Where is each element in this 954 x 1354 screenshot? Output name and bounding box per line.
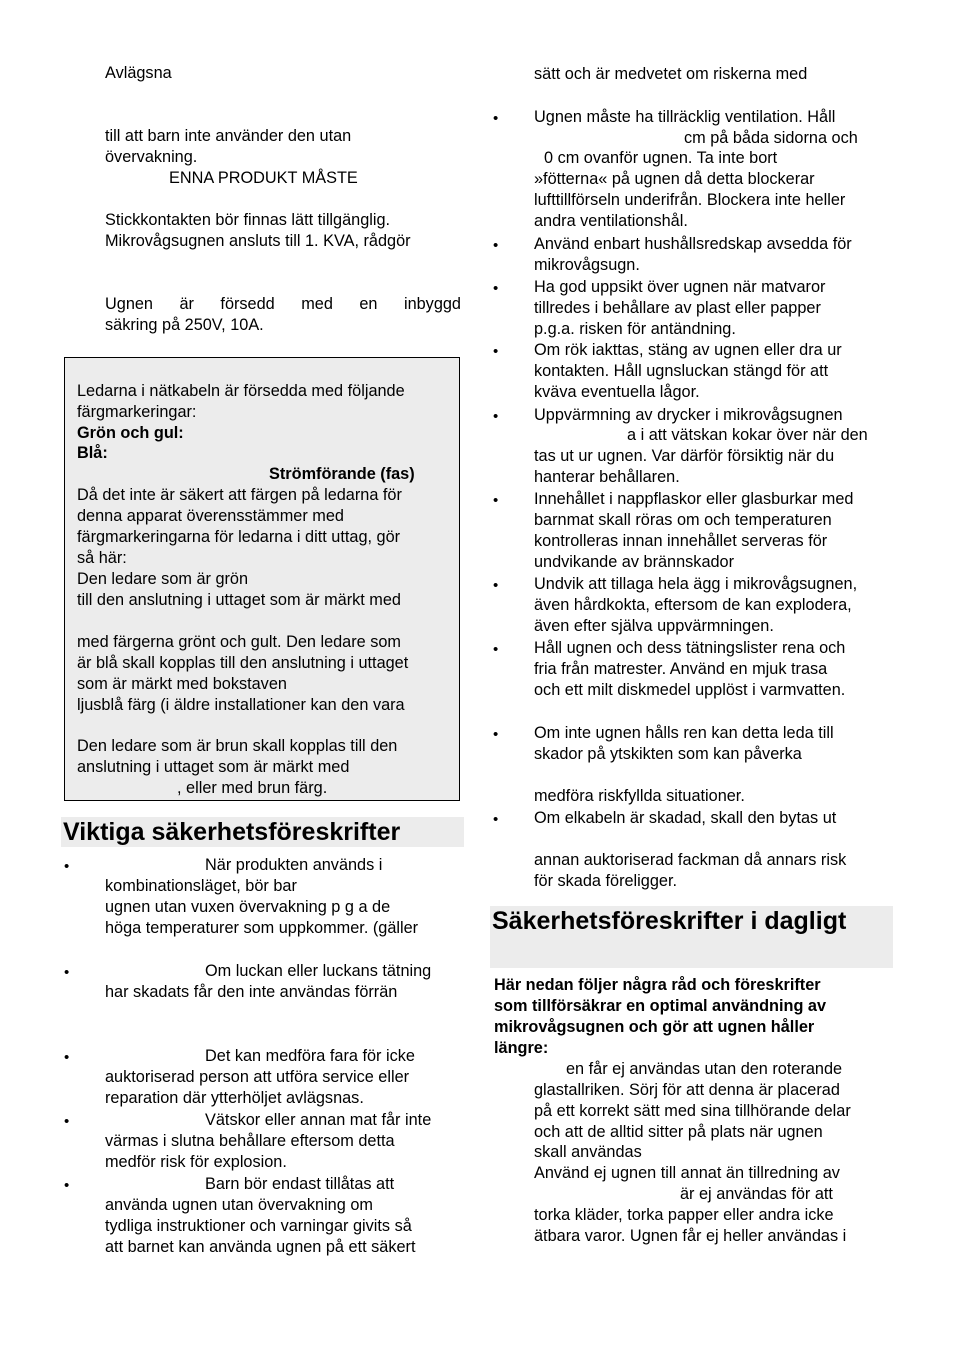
bullet: • bbox=[493, 343, 499, 360]
text-line: är ej användas för att bbox=[680, 1185, 833, 1203]
bullet-text: undvikande av brännskador bbox=[534, 553, 735, 571]
bullet-text: Om inte ugnen hålls ren kan detta leda till bbox=[534, 724, 834, 742]
bullet: • bbox=[493, 641, 499, 658]
text-line: på ett korrekt sätt med sina tillhörande delar bbox=[534, 1102, 851, 1120]
bullet-text: mikrovågsugn. bbox=[534, 256, 640, 274]
bullet-text: Innehållet i nappflaskor eller glasburkar med bbox=[534, 490, 854, 508]
bullet-text: kombinationsläget, bör bar bbox=[105, 877, 297, 895]
bullet-text: fria från matrester. Använd en mjuk trasa bbox=[534, 660, 828, 678]
intro-line: mikrovågsugnen och gör att ugnen håller bbox=[494, 1018, 815, 1036]
box-line: till den anslutning i uttaget som är märkt med bbox=[77, 591, 401, 609]
bullet-text: auktoriserad person att utföra service eller bbox=[105, 1068, 410, 1086]
text-line: Använd ej ugnen till annat än tillredning av bbox=[534, 1164, 840, 1182]
bullet-text: kontakten. Håll ugnsluckan stängd för att bbox=[534, 362, 829, 380]
box-line: denna apparat överensstämmer med bbox=[77, 507, 344, 525]
box-line: Den ledare som är grön bbox=[77, 570, 249, 588]
bullet-text: höga temperaturer som uppkommer. (gäller bbox=[105, 919, 419, 937]
bullet-text: skador på ytskikten som kan påverka bbox=[534, 745, 802, 763]
bullet-text: Det kan medföra fara för icke bbox=[205, 1047, 415, 1065]
box-line: ljusblå färg (i äldre installationer kan den vara bbox=[77, 696, 405, 714]
text-line: övervakning. bbox=[105, 148, 198, 166]
bullet-text: Undvik att tillaga hela ägg i mikrovågsugnen, bbox=[534, 575, 858, 593]
box-line: Ledarna i nätkabeln är försedda med följande bbox=[77, 382, 405, 400]
box-line: som är märkt med bokstaven bbox=[77, 675, 287, 693]
bullet-text: barnmat skall röras om och temperaturen bbox=[534, 511, 832, 529]
bullet-text: kväva eventuella lågor. bbox=[534, 383, 700, 401]
intro-line: längre: bbox=[494, 1039, 549, 1057]
bullet-text: Om elkabeln är skadad, skall den bytas ut bbox=[534, 809, 837, 827]
bullet-text: andra ventilationshål. bbox=[534, 212, 688, 230]
bullet-text: medföra riskfyllda situationer. bbox=[534, 787, 745, 805]
bullet-text: tydliga instruktioner och varningar givits så bbox=[105, 1217, 412, 1235]
bullet-text: Ugnen måste ha tillräcklig ventilation. Håll bbox=[534, 108, 836, 126]
bullet: • bbox=[493, 280, 499, 297]
text-line: sätt och är medvetet om riskerna med bbox=[534, 65, 808, 83]
bullet-text: har skadats får den inte användas förrän bbox=[105, 983, 398, 1001]
text-line: torka kläder, torka papper eller andra icke bbox=[534, 1206, 834, 1224]
bullet: • bbox=[493, 408, 499, 425]
bullet-text: Använd enbart hushållsredskap avsedda för bbox=[534, 235, 852, 253]
bullet-text: tillredes i behållare av plast eller papper bbox=[534, 299, 821, 317]
text-line: ätbara varor. Ugnen får ej heller användas i bbox=[534, 1227, 847, 1245]
bullet-text: Ha god uppsikt över ugnen när matvaror bbox=[534, 278, 826, 296]
bullet-text: reparation där ytterhöljet avlägsnas. bbox=[105, 1089, 364, 1107]
text-line: skall användas bbox=[534, 1143, 642, 1161]
text-line: Mikrovågsugnen ansluts till 1. KVA, rådgör bbox=[105, 232, 411, 250]
bullet-text: cm på båda sidorna och bbox=[684, 129, 858, 147]
bullet-text: hanterar behållaren. bbox=[534, 468, 680, 486]
bullet-text: Barn bör endast tillåtas att bbox=[205, 1175, 395, 1193]
bullet-text: värmas i slutna behållare eftersom detta bbox=[105, 1132, 395, 1150]
intro-line: Här nedan följer några råd och föreskrifter bbox=[494, 976, 821, 994]
bullet-text: och ett milt diskmedel upplöst i varmvatten. bbox=[534, 681, 846, 699]
bullet: • bbox=[493, 237, 499, 254]
text-line: Stickkontakten bör finnas lätt tillgänglig. bbox=[105, 211, 391, 229]
bullet: • bbox=[493, 110, 499, 127]
bullet-text: tas ut ur ugnen. Var därför försiktig när du bbox=[534, 447, 835, 465]
box-line-bold: Strömförande (fas) bbox=[269, 465, 415, 483]
bullet-text: använda ugnen utan övervakning om bbox=[105, 1196, 373, 1214]
bullet-text: Vätskor eller annan mat får inte bbox=[205, 1111, 432, 1129]
bullet-text: p.g.a. risken för antändning. bbox=[534, 320, 736, 338]
intro-line: som tillförsäkrar en optimal användning av bbox=[494, 997, 827, 1015]
box-line: färgmarkeringar: bbox=[77, 403, 197, 421]
text-line: till att barn inte använder den utan bbox=[105, 127, 352, 145]
bullet: • bbox=[64, 858, 70, 875]
box-line: Då det inte är säkert att färgen på ledarna för bbox=[77, 486, 402, 504]
section-heading: Viktiga säkerhetsföreskrifter bbox=[61, 817, 464, 847]
text-line: Ugnen är försedd med en inbyggd bbox=[105, 295, 461, 313]
bullet-text: a i att vätskan kokar över när den bbox=[627, 426, 868, 444]
text-line: en får ej användas utan den roterande bbox=[566, 1060, 843, 1078]
section-heading: Säkerhetsföreskrifter i dagligt bbox=[490, 906, 893, 968]
box-line-bold: Grön och gul: bbox=[77, 424, 184, 442]
bullet-text: Om rök iakttas, stäng av ugnen eller dra ur bbox=[534, 341, 842, 359]
bullet-text: annan auktoriserad fackman då annars risk bbox=[534, 851, 847, 869]
bullet: • bbox=[64, 1177, 70, 1194]
box-line: Den ledare som är brun skall kopplas till den bbox=[77, 737, 398, 755]
bullet-text: även hårdkokta, eftersom de kan explodera, bbox=[534, 596, 852, 614]
bullet-text: medför risk för explosion. bbox=[105, 1153, 287, 1171]
bullet: • bbox=[64, 1049, 70, 1066]
bullet-text: kontrolleras innan innehållet serveras för bbox=[534, 532, 828, 550]
bullet: • bbox=[64, 1113, 70, 1130]
bullet-text: lufttillförseln underifrån. Blockera inte heller bbox=[534, 191, 846, 209]
bullet: • bbox=[493, 811, 499, 828]
text-line: säkring på 250V, 10A. bbox=[105, 316, 264, 334]
box-line: med färgerna grönt och gult. Den ledare som bbox=[77, 633, 401, 651]
bullet: • bbox=[493, 492, 499, 509]
bullet-text: »fötterna« på ugnen då detta blockerar bbox=[534, 170, 815, 188]
bullet-text: Uppvärmning av drycker i mikrovågsugnen bbox=[534, 406, 843, 424]
text-line: glastallriken. Sörj för att denna är placerad bbox=[534, 1081, 840, 1099]
bullet-text: När produkten används i bbox=[205, 856, 383, 874]
bullet: • bbox=[493, 577, 499, 594]
bullet-text: Håll ugnen och dess tätningslister rena och bbox=[534, 639, 846, 657]
bullet-text: ugnen utan vuxen övervakning p g a de bbox=[105, 898, 391, 916]
text-line: Avlägsna bbox=[105, 64, 172, 82]
box-line: anslutning i uttaget som är märkt med bbox=[77, 758, 350, 776]
bullet: • bbox=[64, 964, 70, 981]
box-line: så här: bbox=[77, 549, 127, 567]
bullet-text: att barnet kan använda ugnen på ett säkert bbox=[105, 1238, 416, 1256]
text-line: ENNA PRODUKT MÅSTE bbox=[169, 169, 358, 187]
bullet-text: för skada föreligger. bbox=[534, 872, 677, 890]
bullet-text: Om luckan eller luckans tätning bbox=[205, 962, 432, 980]
box-line: , eller med brun färg. bbox=[177, 779, 328, 797]
box-line: är blå skall kopplas till den anslutning i uttaget bbox=[77, 654, 409, 672]
box-line-bold: Blå: bbox=[77, 444, 108, 462]
text-line: och att de alltid sitter på plats när ugnen bbox=[534, 1123, 823, 1141]
bullet-text: även efter själva uppvärmningen. bbox=[534, 617, 774, 635]
bullet: • bbox=[493, 726, 499, 743]
bullet-text: 0 cm ovanför ugnen. Ta inte bort bbox=[544, 149, 778, 167]
box-line: färgmarkeringarna för ledarna i ditt uttag, gör bbox=[77, 528, 401, 546]
